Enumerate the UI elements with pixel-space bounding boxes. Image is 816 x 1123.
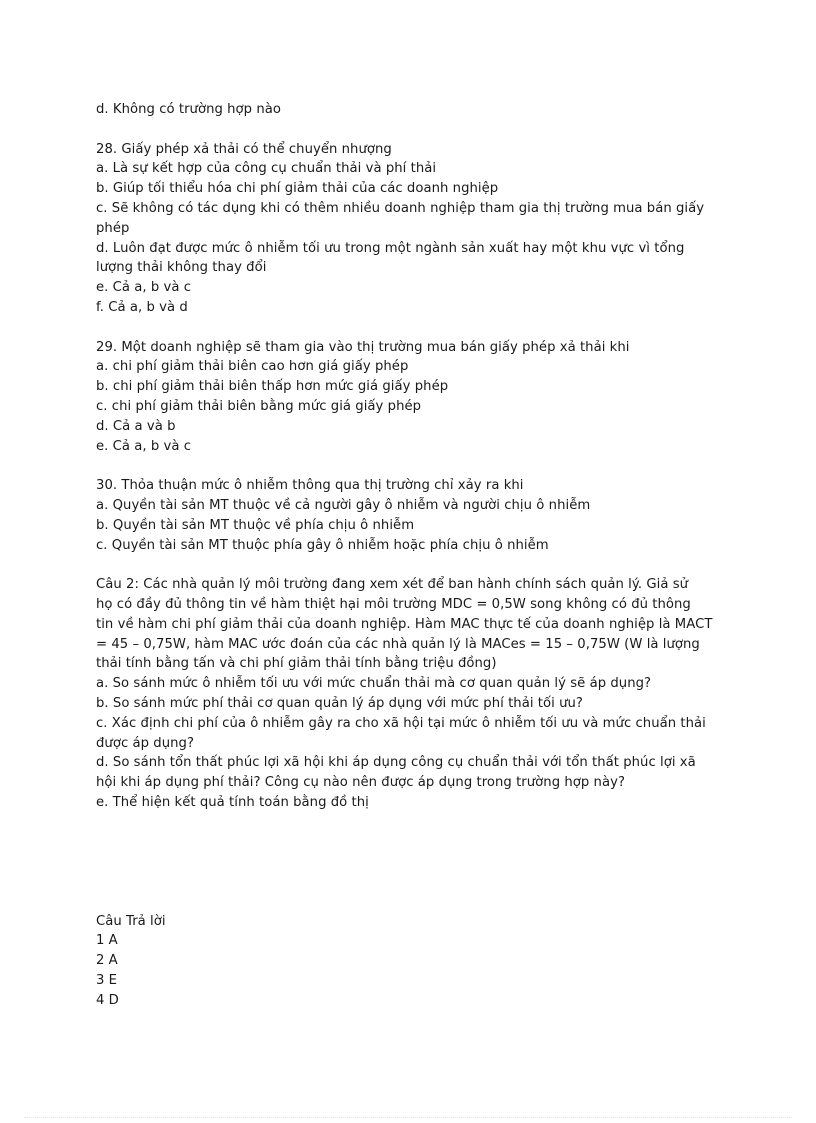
question-29-option: d. Cả a và b <box>96 418 176 434</box>
question-28-line: e. Cả a, b và c <box>96 280 192 296</box>
page-bottom-divider <box>24 1117 792 1118</box>
question-29-option: a. chi phí giảm thải biên cao hơn giá giấy phép <box>96 359 409 375</box>
cau-2-line: d. So sánh tổn thất phúc lợi xã hội khi áp dụng công cụ chuẩn thải với tổn thất phúc lợi xã <box>96 755 696 771</box>
question-30-option: c. Quyền tài sản MT thuộc phía gây ô nhiễm hoặc phía chịu ô nhiễm <box>96 537 549 553</box>
spacer <box>96 555 736 575</box>
cau-2-line: tin về hàm chi phí giảm thải của doanh nghiệp. Hàm MAC thực tế của doanh nghiệp là MACT <box>96 616 713 632</box>
cau-2-line: = 45 – 0,75W, hàm MAC ước đoán của các nhà quản lý là MACes = 15 – 0,75W (W là lượng <box>96 636 700 652</box>
question-29 <box>96 338 736 457</box>
question-29-option: c. chi phí giảm thải biên bằng mức giá giấy phép <box>96 398 422 414</box>
cau-2-line: e. Thể hiện kết quả tính toán bằng đồ thị <box>96 794 369 810</box>
cau-2-line: a. So sánh mức ô nhiễm tối ưu với mức chuẩn thải mà cơ quan quản lý sẽ áp dụng? <box>96 676 652 692</box>
answers-section <box>96 912 736 1011</box>
question-29-title: 29. Một doanh nghiệp sẽ tham gia vào thị trường mua bán giấy phép xả thải khi <box>96 339 630 355</box>
question-28-line: b. Giúp tối thiểu hóa chi phí giảm thải của các doanh nghiệp <box>96 181 499 197</box>
cau-2-line: b. So sánh mức phí thải cơ quan quản lý áp dụng với mức phí thải tối ưu? <box>96 695 583 711</box>
cau-2-line: họ có đầy đủ thông tin về hàm thiệt hại môi trường MDC = 0,5W song không có đủ thông <box>96 596 691 612</box>
spacer <box>96 318 736 338</box>
answer-item: 1 A <box>96 933 118 949</box>
answer-item: 3 E <box>96 973 118 989</box>
question-29-option: e. Cả a, b và c <box>96 438 192 454</box>
question-28-line: lượng thải không thay đổi <box>96 260 267 276</box>
q27-option-d: d. Không có trường hợp nào <box>96 102 281 117</box>
question-28-line: c. Sẽ không có tác dụng khi có thêm nhiều doanh nghiệp tham gia thị trường mua bán giấy <box>96 200 705 216</box>
cau-2-line: c. Xác định chi phí của ô nhiễm gây ra cho xã hội tại mức ô nhiễm tối ưu và mức chuẩn thải <box>96 715 706 731</box>
question-28-line: d. Luôn đạt được mức ô nhiễm tối ưu trong một ngành sản xuất hay một khu vực vì tổng <box>96 240 685 256</box>
question-30-option: a. Quyền tài sản MT thuộc về cả người gây ô nhiễm và người chịu ô nhiễm <box>96 497 591 513</box>
spacer <box>96 456 736 476</box>
document-page <box>96 100 736 1011</box>
question-30-option: b. Quyền tài sản MT thuộc về phía chịu ô nhiễm <box>96 517 415 533</box>
cau-2-line: Câu 2: Các nhà quản lý môi trường đang xem xét để ban hành chính sách quản lý. Giả sử <box>96 577 689 593</box>
cau-2-section <box>96 575 736 813</box>
question-29-option: b. chi phí giảm thải biên thấp hơn mức giá giấy phép <box>96 379 449 395</box>
question-30-title: 30. Thỏa thuận mức ô nhiễm thông qua thị trường chỉ xảy ra khi <box>96 478 524 494</box>
cau-2-line: thải tính bằng tấn và chi phí giảm thải tính bằng triệu đồng) <box>96 656 497 672</box>
answer-item: 2 A <box>96 953 118 969</box>
question-28-title: 28. Giấy phép xả thải có thể chuyển nhượng <box>96 141 392 157</box>
question-28-line: f. Cả a, b và d <box>96 299 188 315</box>
cau-2-line: được áp dụng? <box>96 735 194 751</box>
cau-2-line: hội khi áp dụng phí thải? Công cụ nào nên được áp dụng trong trường hợp này? <box>96 775 625 791</box>
answer-item: 4 D <box>96 992 119 1008</box>
spacer <box>96 120 736 140</box>
spacer <box>96 813 736 912</box>
question-28-line: phép <box>96 220 130 236</box>
answers-heading: Câu Trả lời <box>96 913 166 929</box>
question-28 <box>96 140 736 318</box>
question-28-line: a. Là sự kết hợp của công cụ chuẩn thải và phí thải <box>96 161 437 177</box>
question-30 <box>96 476 736 555</box>
